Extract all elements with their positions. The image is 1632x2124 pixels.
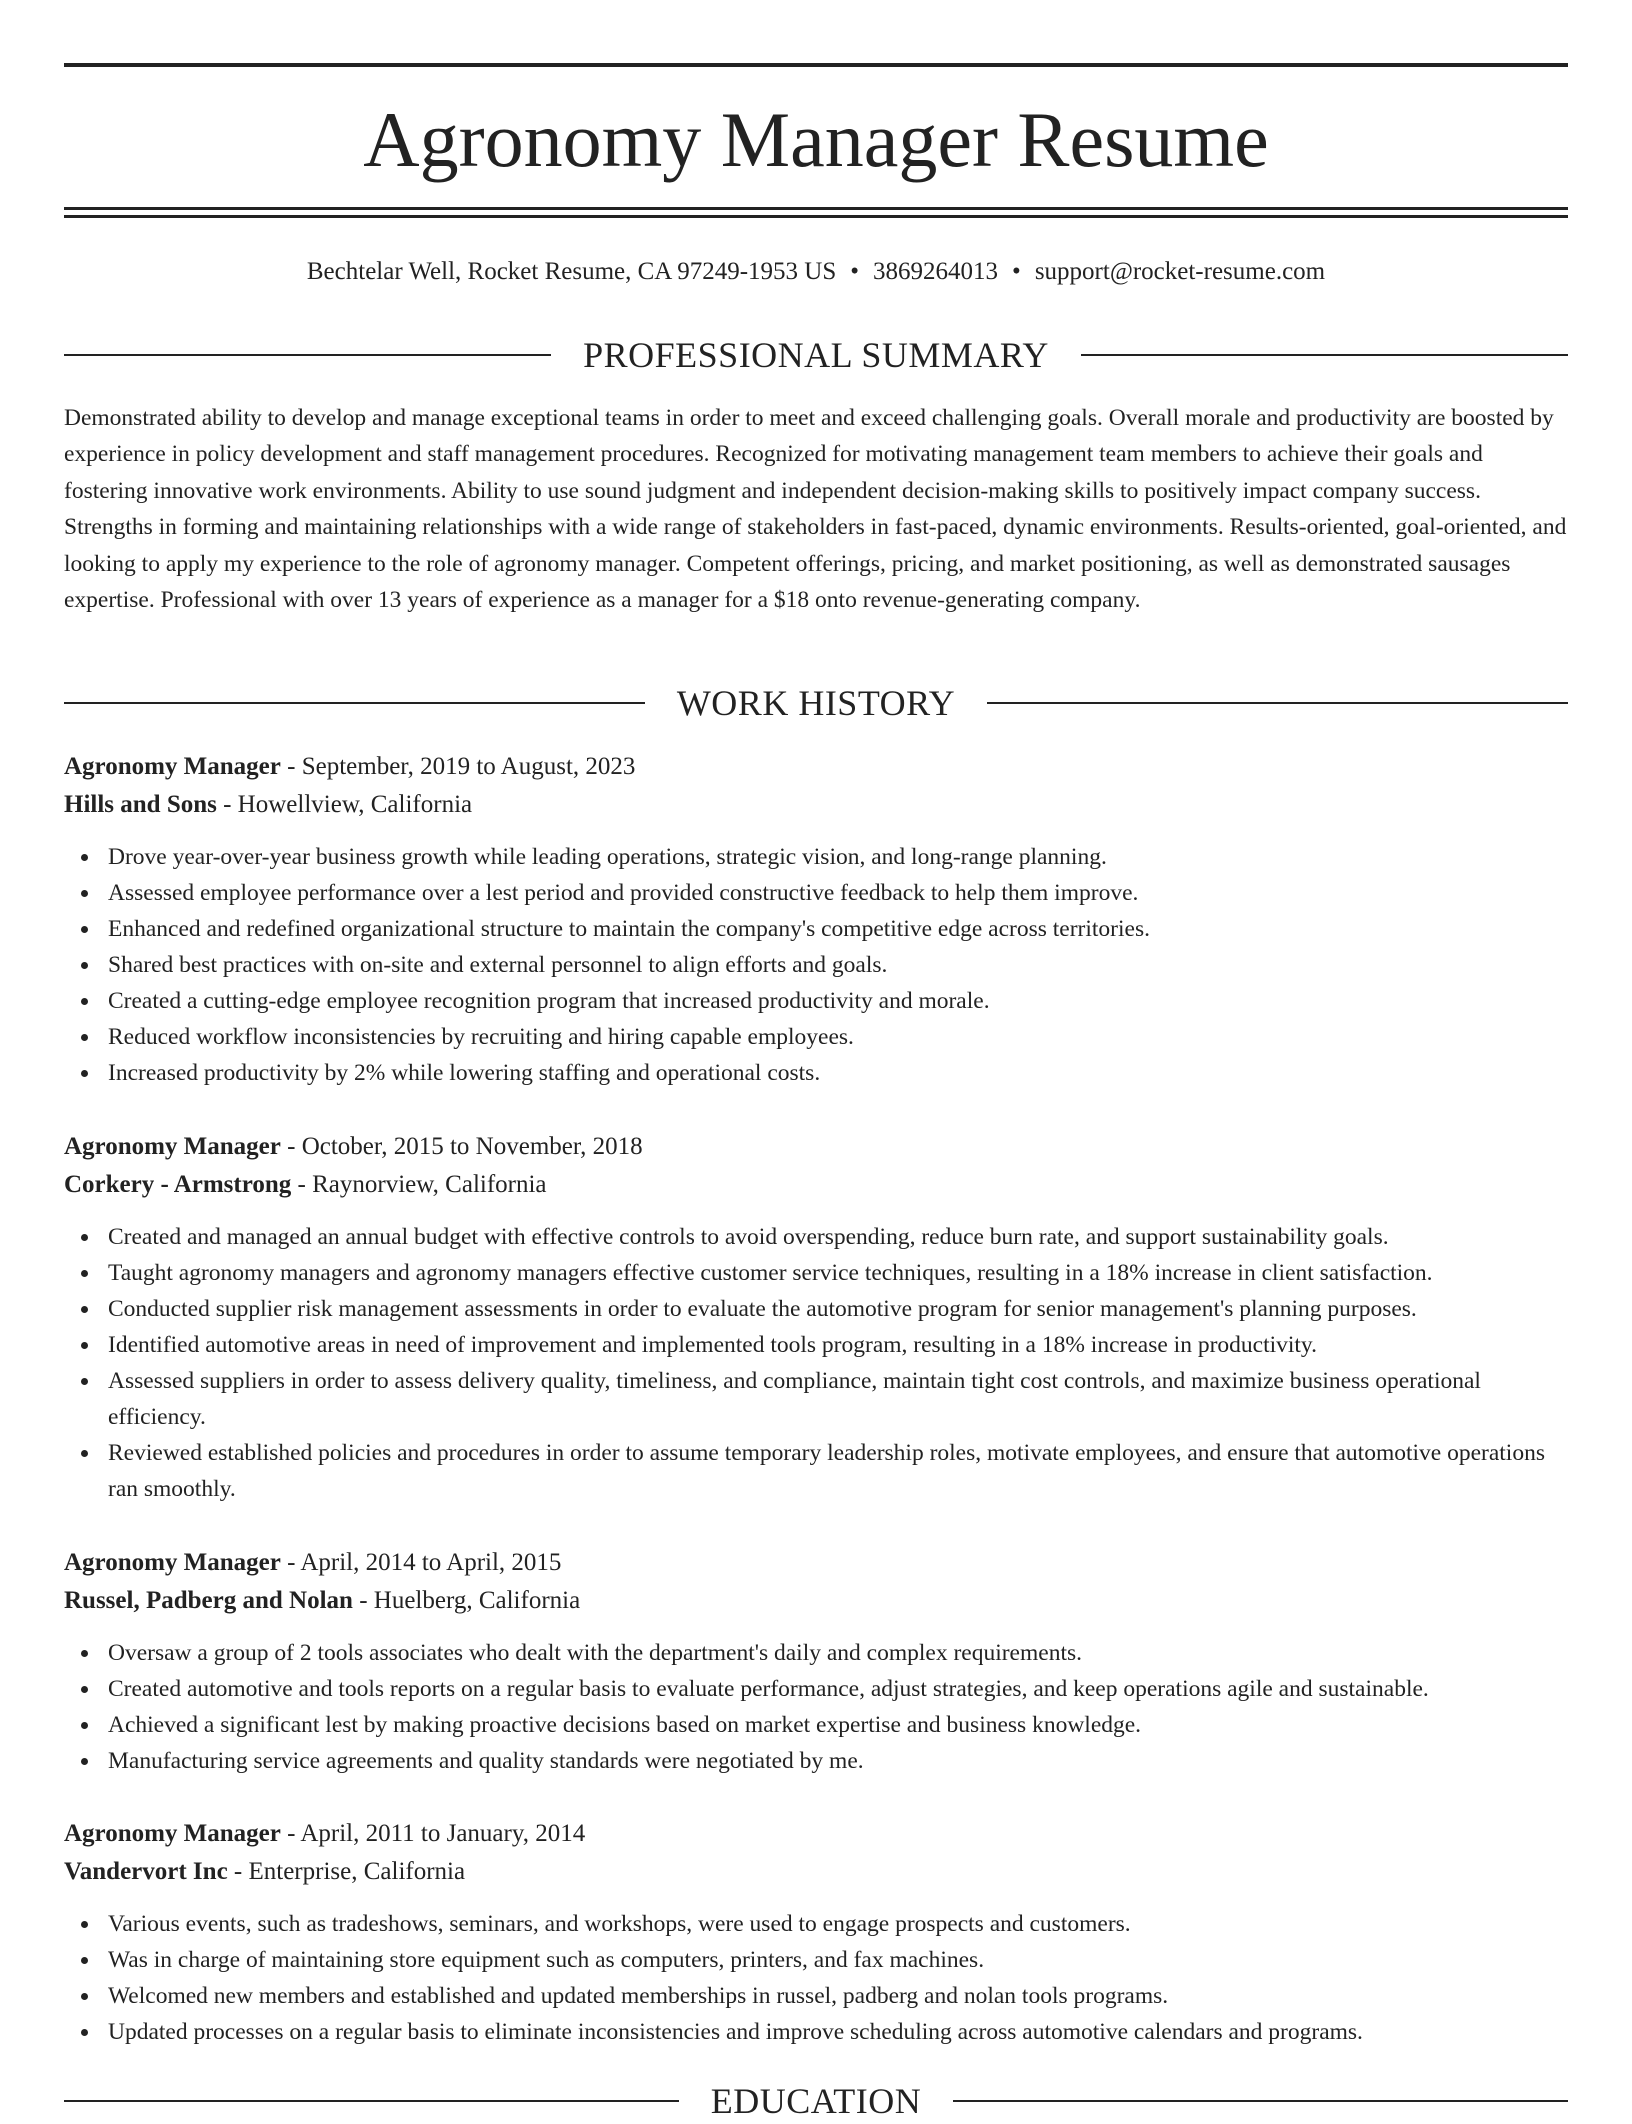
summary-heading-label: PROFESSIONAL SUMMARY	[583, 335, 1049, 375]
summary-heading	[64, 332, 1568, 378]
bullet-text: Achieved a significant lest by making proactive decisions based on market expertise and business knowledge.	[108, 1712, 1142, 1738]
job-company-line	[64, 1853, 1568, 1891]
list-item	[64, 947, 1568, 983]
job-title-line	[64, 748, 1568, 786]
contact-separator: •	[850, 258, 860, 285]
job-dates: - April, 2014 to April, 2015	[287, 1549, 562, 1576]
bullet-dot	[81, 1758, 88, 1765]
job-role: Agronomy Manager	[64, 1820, 281, 1847]
bullet-text: Reduced workflow inconsistencies by recruiting and hiring capable employees.	[108, 1024, 854, 1050]
bullet-dot	[81, 1722, 88, 1729]
job-title-line	[64, 1128, 1568, 1166]
list-item	[64, 1055, 1568, 1091]
bullet-text: Welcomed new members and established and updated memberships in russel, padberg and nolan tools programs.	[108, 1983, 1169, 2009]
heading-rule	[987, 702, 1568, 704]
bullet-text: Reviewed established policies and procedures in order to assume temporary leadership roles, motivate employees, and ensure that automotive operations ran smoothly.	[108, 1440, 1545, 1502]
heading-rule	[1081, 354, 1568, 356]
list-item	[64, 983, 1568, 1019]
job-dates: - September, 2019 to August, 2023	[287, 753, 636, 780]
job-role: Agronomy Manager	[64, 1549, 281, 1576]
bullet-text: Assessed employee performance over a lest period and provided constructive feedback to help them improve.	[108, 880, 1139, 906]
job-title-line	[64, 1815, 1568, 1853]
bullet-text: Created and managed an annual budget with effective controls to avoid overspending, reduce burn rate, and support sustainability goals.	[108, 1224, 1389, 1250]
bullet-dot	[81, 1686, 88, 1693]
job-company-line	[64, 1582, 1568, 1620]
list-item	[64, 839, 1568, 875]
heading-rule	[64, 702, 645, 704]
job-bullet-list	[64, 839, 1568, 1091]
bullet-dot	[81, 1650, 88, 1657]
bullet-dot	[81, 1234, 88, 1241]
list-item	[64, 1743, 1568, 1779]
bullet-text: Drove year-over-year business growth while leading operations, strategic vision, and long-range planning.	[108, 844, 1107, 870]
job-bullet-list	[64, 1906, 1568, 2050]
bullet-dot	[81, 1450, 88, 1457]
bullet-dot	[81, 890, 88, 897]
list-item	[64, 1906, 1568, 1942]
bullet-dot	[81, 1957, 88, 1964]
work-history-heading-label: WORK HISTORY	[676, 683, 956, 723]
bullet-dot	[81, 1034, 88, 1041]
list-item	[64, 1942, 1568, 1978]
bullet-text: Various events, such as tradeshows, seminars, and workshops, were used to engage prospects and customers.	[108, 1911, 1131, 1937]
job-entry	[64, 1544, 1568, 1779]
job-company: Vandervort Inc	[64, 1858, 228, 1885]
bullet-text: Increased productivity by 2% while lowering staffing and operational costs.	[108, 1060, 821, 1086]
bullet-dot	[81, 926, 88, 933]
bullet-text: Updated processes on a regular basis to eliminate inconsistencies and improve scheduling across automotive calendars and programs.	[108, 2019, 1363, 2045]
list-item	[64, 1219, 1568, 1255]
heading-rule	[64, 2100, 679, 2102]
bullet-dot	[81, 1993, 88, 2000]
bullet-dot	[81, 1306, 88, 1313]
professional-summary: Demonstrated ability to develop and manage exceptional teams in order to meet and exceed challenging goals. Overall morale and productivity are boosted by experience in policy development and staff management procedures. Recognized for motivating management team members to achieve their goals and fostering innovative work environments. Ability to use sound judgment and independent decision-making skills to positively impact company success. Strengths in forming and maintaining relationships with a wide range of stakeholders in fast-paced, dynamic environments. Results-oriented, goal-oriented, and looking to apply my experience to the role of agronomy manager. Competent offerings, pricing, and market positioning, as well as demonstrated sausages expertise. Professional with over 13 years of experience as a manager for a $18 onto revenue-generating company.	[64, 405, 1567, 614]
bullet-dot	[81, 1070, 88, 1077]
list-item	[64, 1327, 1568, 1363]
job-title-line	[64, 1544, 1568, 1582]
job-bullet-list	[64, 1219, 1568, 1507]
bullet-dot	[81, 2029, 88, 2036]
job-dates: - April, 2011 to January, 2014	[287, 1820, 586, 1847]
job-company: Corkery - Armstrong	[64, 1171, 292, 1198]
job-entry	[64, 1815, 1568, 2050]
list-item	[64, 1291, 1568, 1327]
job-company: Hills and Sons	[64, 791, 217, 818]
job-location: - Howellview, California	[223, 791, 473, 818]
bullet-dot	[81, 962, 88, 969]
job-entry	[64, 1128, 1568, 1507]
list-item	[64, 1363, 1568, 1435]
work-history-heading	[64, 680, 1568, 726]
job-location: - Raynorview, California	[297, 1171, 547, 1198]
title-double-rule	[64, 207, 1568, 218]
job-company: Russel, Padberg and Nolan	[64, 1587, 353, 1614]
contact-address: Bechtelar Well, Rocket Resume, CA 97249-1953 US	[306, 258, 837, 285]
page-title: Agronomy Manager Resume	[363, 96, 1269, 183]
bullet-text: Assessed suppliers in order to assess delivery quality, timeliness, and compliance, maintain tight cost controls, and maximize business operational efficiency.	[108, 1368, 1481, 1430]
bullet-text: Manufacturing service agreements and quality standards were negotiated by me.	[108, 1748, 864, 1774]
contact-separator: •	[1012, 258, 1021, 285]
list-item	[64, 1707, 1568, 1743]
job-company-line	[64, 1166, 1568, 1204]
list-item	[64, 1019, 1568, 1055]
contact-line	[64, 252, 1568, 292]
list-item	[64, 911, 1568, 947]
list-item	[64, 1671, 1568, 1707]
list-item	[64, 1435, 1568, 1507]
list-item	[64, 1635, 1568, 1671]
list-item	[64, 1978, 1568, 2014]
bullet-text: Was in charge of maintaining store equipment such as computers, printers, and fax machines.	[108, 1947, 985, 1973]
top-rule	[64, 63, 1568, 67]
list-item	[64, 1255, 1568, 1291]
bullet-text: Enhanced and redefined organizational structure to maintain the company's competitive edge across territories.	[108, 916, 1150, 942]
contact-email: support@rocket-resume.com	[1034, 258, 1326, 285]
heading-rule	[64, 354, 551, 356]
bullet-dot	[81, 1342, 88, 1349]
job-location: - Huelberg, California	[359, 1587, 581, 1614]
job-role: Agronomy Manager	[64, 753, 281, 780]
education-heading	[64, 2078, 1568, 2124]
bullet-text: Conducted supplier risk management assessments in order to evaluate the automotive program for senior management's planning purposes.	[108, 1296, 1417, 1322]
bullet-dot	[81, 1921, 88, 1928]
bullet-text: Shared best practices with on-site and external personnel to align efforts and goals.	[108, 952, 888, 978]
bullet-text: Created automotive and tools reports on a regular basis to evaluate performance, adjust strategies, and keep operations agile and sustainable.	[108, 1676, 1429, 1702]
list-item	[64, 875, 1568, 911]
contact-phone: 3869264013	[873, 258, 999, 285]
bullet-text: Oversaw a group of 2 tools associates who dealt with the department's daily and complex requirements.	[108, 1640, 1082, 1666]
bullet-text: Taught agronomy managers and agronomy managers effective customer service techniques, resulting in a 18% increase in client satisfaction.	[108, 1260, 1433, 1286]
bullet-dot	[81, 998, 88, 1005]
job-entry	[64, 748, 1568, 1091]
job-dates: - October, 2015 to November, 2018	[287, 1133, 643, 1160]
education-heading-label: EDUCATION	[710, 2081, 922, 2121]
list-item	[64, 2014, 1568, 2050]
job-role: Agronomy Manager	[64, 1133, 281, 1160]
bullet-dot	[81, 1270, 88, 1277]
bullet-text: Created a cutting-edge employee recognition program that increased productivity and morale.	[108, 988, 990, 1014]
bullet-dot	[81, 854, 88, 861]
job-company-line	[64, 786, 1568, 824]
bullet-dot	[81, 1378, 88, 1385]
job-bullet-list	[64, 1635, 1568, 1779]
heading-rule	[953, 2100, 1568, 2102]
bullet-text: Identified automotive areas in need of improvement and implemented tools program, resulting in a 18% increase in productivity.	[108, 1332, 1318, 1358]
job-location: - Enterprise, California	[233, 1858, 466, 1885]
